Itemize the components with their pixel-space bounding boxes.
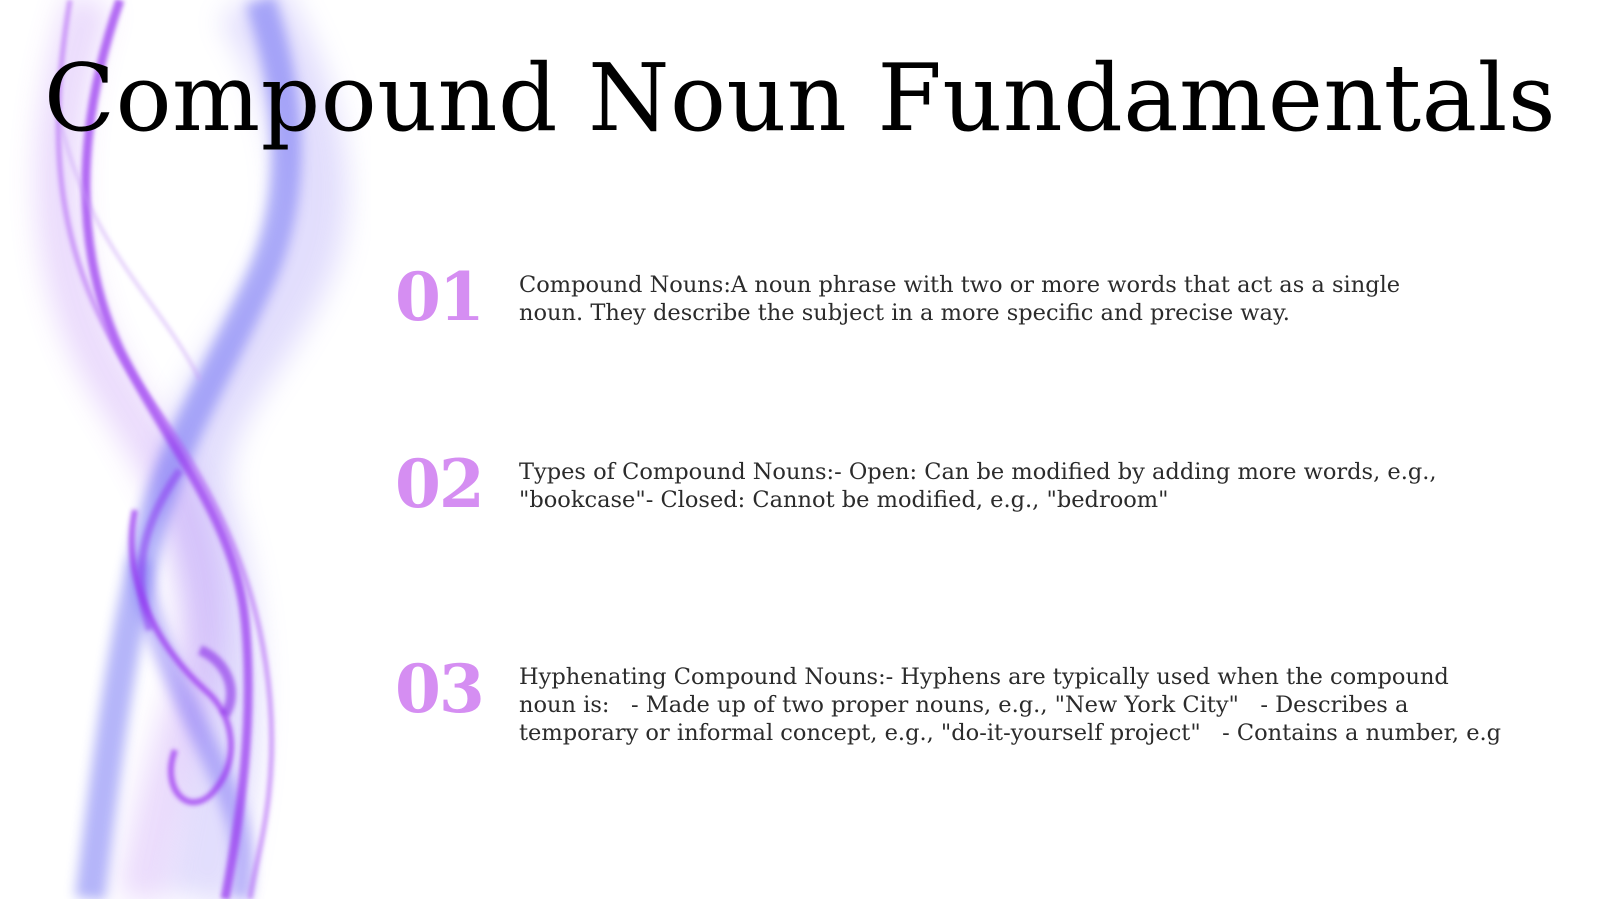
item-text: Types of Compound Nouns:- Open: Can be modified by adding more words, e.g., "bookcase"- Closed: Cannot be modified, e.g., "bedroom"	[519, 459, 1437, 513]
item-number: 02	[395, 445, 483, 523]
slide-title: Compound Noun Fundamentals	[43, 44, 1557, 152]
item-text: Compound Nouns:A noun phrase with two or more words that act as a single noun. They describe the subject in a more specific and precise way.	[519, 272, 1401, 326]
item-number: 03	[395, 650, 483, 728]
item-text: Hyphenating Compound Nouns:- Hyphens are typically used when the compound noun is: - Made up of two proper nouns, e.g., "New York City" - Describes a temporary or informal concept, e.g., "do-it-yourself project" - Contains a number, e.g	[519, 664, 1502, 746]
item-number: 01	[395, 258, 483, 336]
